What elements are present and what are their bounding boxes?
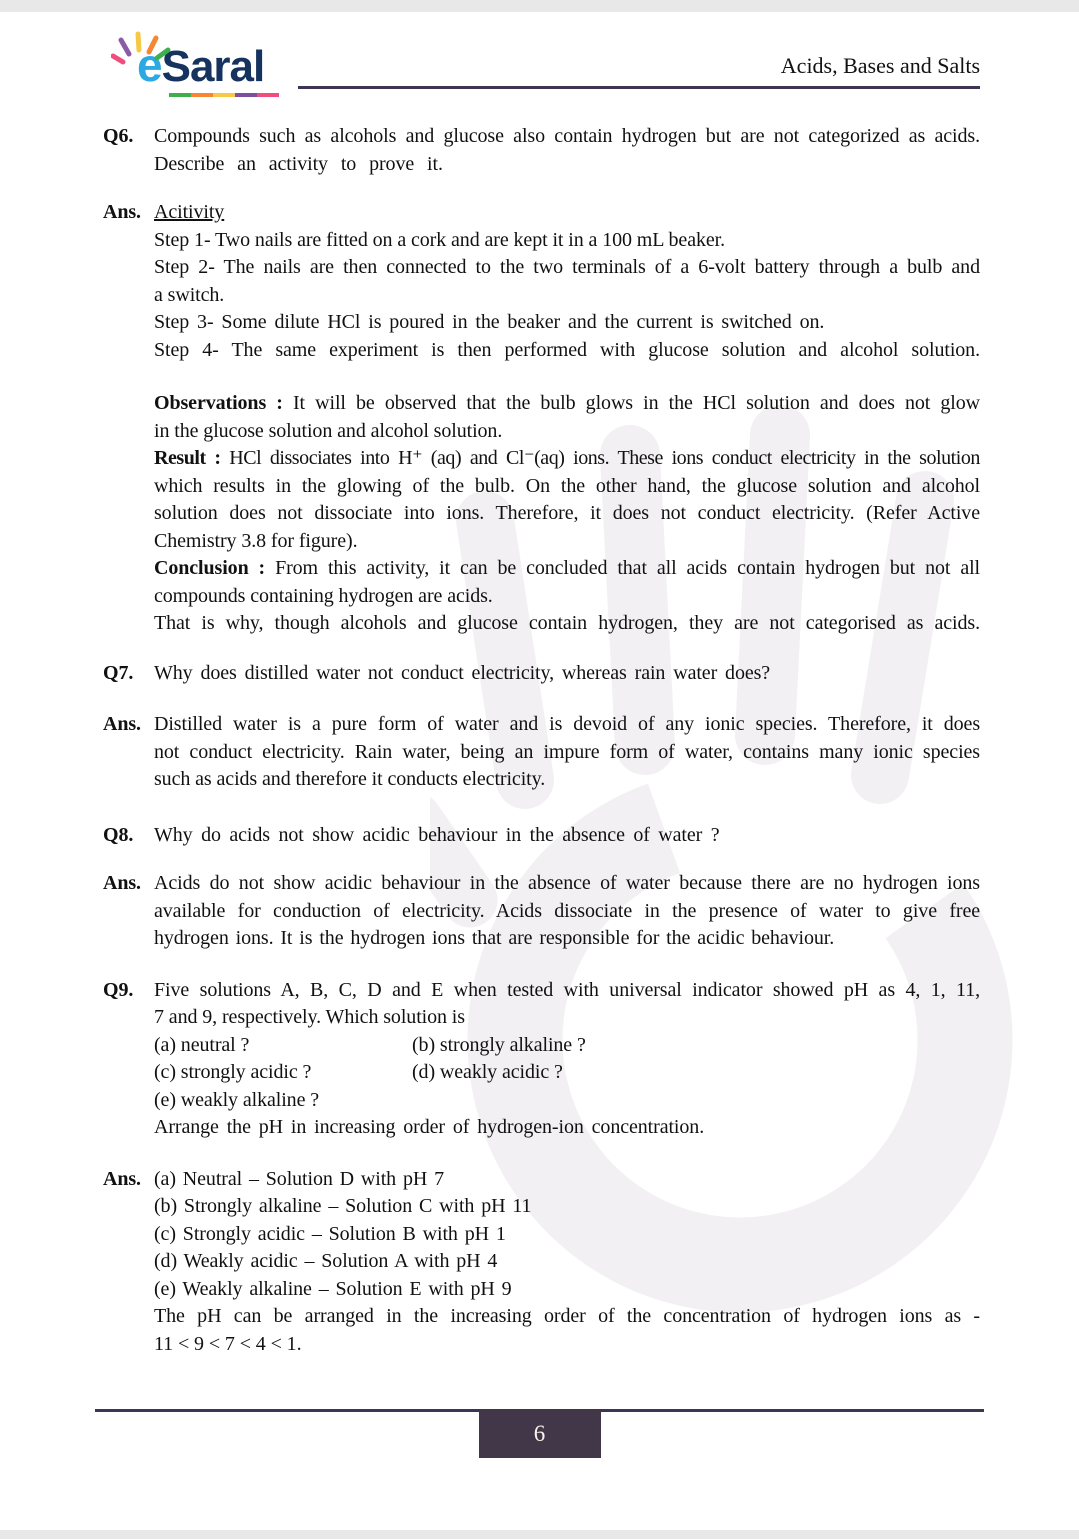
text-line: such as acids and therefore it conducts electricity. <box>154 768 546 790</box>
question-label: Q8. <box>103 823 134 846</box>
closing-line: That is why, though alcohols and glucose contain hydrogen, they are not categorised as acids. <box>154 612 980 634</box>
question-label: Q7. <box>103 661 134 684</box>
arrange-line: Arrange the pH in increasing order of hydrogen-ion concentration. <box>154 1116 705 1138</box>
logo-wordmark: Saral <box>161 42 265 91</box>
hand-rays-icon <box>111 30 181 70</box>
option-b: (b) strongly alkaline ? <box>412 1033 586 1056</box>
step-line: a switch. <box>154 283 225 306</box>
text-line: 7 and 9, respectively. Which solution is <box>154 1006 465 1028</box>
answer-text <box>154 199 980 638</box>
conclusion-line: compounds containing hydrogen are acids. <box>154 584 493 607</box>
question-text: Why do acids not show acidic behaviour in the absence of water ? <box>154 823 720 846</box>
closing-line: 11 < 9 < 7 < 4 < 1. <box>154 1332 302 1355</box>
text-line: Five solutions A, B, C, D and E when tested with universal indicator showed pH as 4, 1, 11, <box>154 978 980 1001</box>
option-d: (d) weakly acidic ? <box>412 1061 563 1083</box>
qa-block-q8 <box>103 822 980 850</box>
question-label: Q6. <box>103 125 134 147</box>
step-line: Step 1- Two nails are fitted on a cork and are kept it in a 100 mL beaker. <box>154 228 726 251</box>
step-line: Step 4- The same experiment is then performed with glucose solution and alcohol solution. <box>154 338 980 361</box>
observations-label: Observations : <box>154 392 283 414</box>
text-line: hydrogen ions. It is the hydrogen ions that are responsible for the acidic behaviour. <box>154 927 835 949</box>
qa-block-q7 <box>103 660 980 688</box>
option-a: (a) neutral ? <box>154 1033 250 1056</box>
text-line: Acids do not show acidic behaviour in the absence of water because there are no hydrogen ions <box>154 872 980 894</box>
answer-text <box>154 870 980 953</box>
page-header <box>103 39 980 91</box>
logo-letter-e: e <box>137 39 162 91</box>
qa-block-ans6 <box>103 199 980 638</box>
observations-line: Observations : It will be observed that the bulb glows in the HCl solution and does not glow <box>154 392 980 414</box>
text-line: available for conduction of electricity. Acids dissociate in the presence of water to give free <box>154 899 980 922</box>
footer-rule <box>95 1409 984 1446</box>
answer-text <box>154 1166 980 1359</box>
text-line: Describe an activity to prove it. <box>154 152 443 175</box>
answer-label: Ans. <box>103 201 141 223</box>
page-number-badge <box>479 1410 601 1458</box>
activity-heading: Acitivity <box>154 201 225 223</box>
conclusion-label: Conclusion : <box>154 557 266 579</box>
result-line: Result : HCl dissociates into H⁺ (aq) and Cl⁻(aq) ions. These ions conduct electricity in the solution <box>154 447 980 469</box>
question-label: Q9. <box>103 978 134 1001</box>
answer-item: (a) Neutral – Solution D with pH 7 <box>154 1167 445 1190</box>
option-e: (e) weakly alkaline ? <box>154 1088 320 1111</box>
result-line: Chemistry 3.8 for figure). <box>154 529 358 552</box>
qa-block-ans7 <box>103 711 980 794</box>
answer-item: (e) Weakly alkaline – Solution E with pH 9 <box>154 1277 512 1300</box>
result-line: which results in the glowing of the bulb. On the other hand, the glucose solution and alcohol <box>154 474 980 497</box>
question-text <box>154 977 980 1142</box>
text-line: Distilled water is a pure form of water and is devoid of any ionic species. Therefore, it does <box>154 713 980 735</box>
qa-block-ans8 <box>103 870 980 953</box>
result-label: Result : <box>154 447 221 469</box>
question-text: Why does distilled water not conduct electricity, whereas rain water does? <box>154 661 771 684</box>
answer-label: Ans. <box>103 1167 141 1190</box>
answer-label: Ans. <box>103 872 141 894</box>
question-text <box>154 123 980 178</box>
page-title: Acids, Bases and Salts <box>780 53 980 78</box>
step-line: Step 2- The nails are then connected to the two terminals of a 6-volt battery through a bulb and <box>154 256 980 278</box>
result-line: solution does not dissociate into ions. Therefore, it does not conduct electricity. (Refer Active <box>154 502 980 524</box>
observations-line: in the glucose solution and alcohol solution. <box>154 419 503 442</box>
qa-block-q6 <box>103 123 980 178</box>
answer-item: (d) Weakly acidic – Solution A with pH 4 <box>154 1250 498 1272</box>
answer-item: (b) Strongly alkaline – Solution C with pH 11 <box>154 1195 532 1217</box>
step-line: Step 3- Some dilute HCl is poured in the beaker and the current is switched on. <box>154 311 825 333</box>
answer-text <box>154 711 980 794</box>
brand-logo <box>103 39 265 91</box>
blank-line <box>154 364 980 390</box>
answer-label: Ans. <box>103 713 141 735</box>
qa-block-q9 <box>103 977 980 1142</box>
option-c: (c) strongly acidic ? <box>154 1061 312 1083</box>
answer-item: (c) Strongly acidic – Solution B with pH 1 <box>154 1222 506 1245</box>
header-rule <box>298 53 980 89</box>
option-row <box>154 1032 980 1060</box>
page-number: 6 <box>533 1421 546 1446</box>
qa-block-ans9 <box>103 1166 980 1359</box>
brand-underline <box>169 93 279 97</box>
text-line: Compounds such as alcohols and glucose also contain hydrogen but are not categorized as acids. <box>154 125 980 147</box>
option-row <box>154 1059 980 1087</box>
viewer-bottom-edge <box>0 1530 1079 1539</box>
closing-line: The pH can be arranged in the increasing order of the concentration of hydrogen ions as - <box>154 1305 980 1327</box>
text-line: not conduct electricity. Rain water, being an impure form of water, contains many ionic species <box>154 740 980 763</box>
conclusion-line: Conclusion : From this activity, it can be concluded that all acids contain hydrogen but not all <box>154 557 981 579</box>
